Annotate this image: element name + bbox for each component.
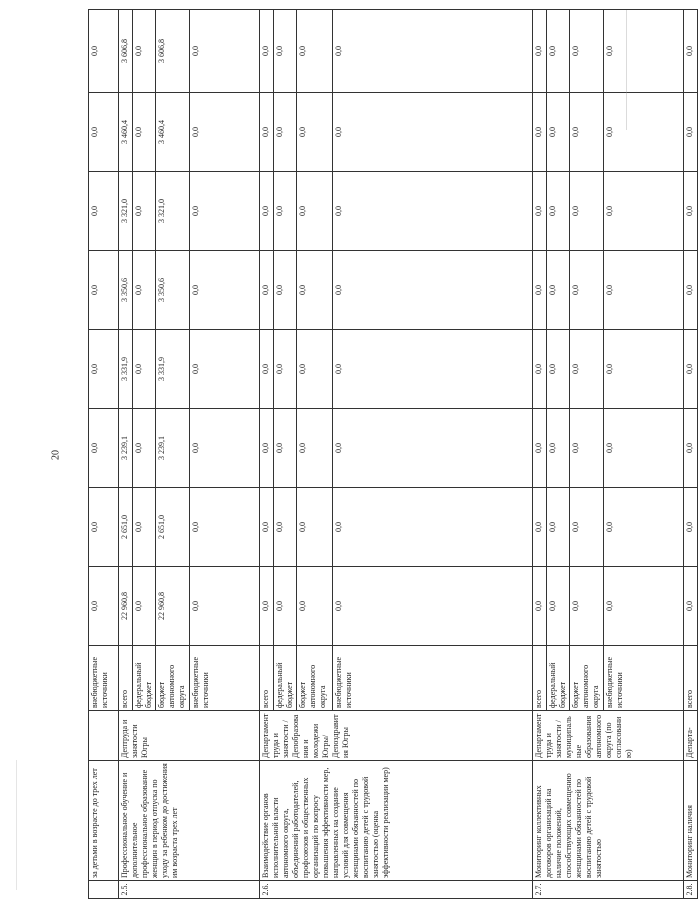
value-cell: 0,0 <box>547 172 570 251</box>
value-cell: 0,0 <box>333 567 533 646</box>
value-cell: 0,0 <box>274 10 297 93</box>
value-cell: 0,0 <box>604 10 684 93</box>
value-cell: 0,0 <box>570 10 604 93</box>
value-cell: 0,0 <box>190 10 260 93</box>
value-cell: 0,0 <box>297 567 333 646</box>
value-cell: 0,0 <box>260 488 274 567</box>
value-cell: 0,0 <box>533 10 547 93</box>
value-cell: 0,0 <box>533 172 547 251</box>
value-cell: 0,0 <box>89 409 119 488</box>
value-cell: 0,0 <box>260 10 274 93</box>
value-cell: 0,0 <box>89 172 119 251</box>
value-cell: 0,0 <box>89 488 119 567</box>
value-cell: 0,0 <box>260 409 274 488</box>
row-number: 2.7. <box>533 881 684 899</box>
funding-source: всего <box>684 646 698 711</box>
value-cell: 0,0 <box>604 330 684 409</box>
value-cell: 3 606,8 <box>156 10 190 93</box>
executor: Департа- <box>684 711 698 761</box>
value-cell: 0,0 <box>274 93 297 172</box>
activity-name: за детьми в возрасте до трех лет <box>89 761 119 881</box>
value-cell: 0,0 <box>190 409 260 488</box>
funding-source: внебюджетные источники <box>333 646 533 711</box>
value-cell: 3 239,1 <box>119 409 133 488</box>
value-cell: 0,0 <box>133 251 156 330</box>
funding-source: внебюджетные источники <box>604 646 684 711</box>
value-cell: 0,0 <box>133 10 156 93</box>
executor: Департамент труда и занятости /Депобразования и молодежи Югры/ Депоздравития Югры <box>260 711 533 761</box>
value-cell: 0,0 <box>274 567 297 646</box>
value-cell: 0,0 <box>547 567 570 646</box>
value-cell: 0,0 <box>190 251 260 330</box>
value-cell: 0,0 <box>684 251 698 330</box>
value-cell: 0,0 <box>684 172 698 251</box>
value-cell: 0,0 <box>604 93 684 172</box>
value-cell: 0,0 <box>89 10 119 93</box>
table-body <box>89 10 698 899</box>
row-number: 2.5. <box>119 881 260 899</box>
funding-source: внебюджетные источники <box>190 646 260 711</box>
value-cell: 0,0 <box>190 567 260 646</box>
value-cell: 0,0 <box>260 93 274 172</box>
row-number: 2.6. <box>260 881 533 899</box>
value-cell: 0,0 <box>260 567 274 646</box>
value-cell: 0,0 <box>547 10 570 93</box>
value-cell: 0,0 <box>533 488 547 567</box>
funding-source: федеральный бюджет <box>133 646 156 711</box>
value-cell: 3 606,8 <box>119 10 133 93</box>
value-cell: 0,0 <box>533 251 547 330</box>
value-cell: 3 321,0 <box>119 172 133 251</box>
value-cell: 3 460,4 <box>119 93 133 172</box>
funding-source: бюджет автономного округа <box>570 646 604 711</box>
value-cell: 0,0 <box>547 93 570 172</box>
value-cell: 0,0 <box>570 93 604 172</box>
value-cell: 0,0 <box>133 567 156 646</box>
funding-source: всего <box>119 646 133 711</box>
value-cell: 0,0 <box>570 488 604 567</box>
value-cell: 0,0 <box>570 172 604 251</box>
value-cell: 0,0 <box>547 330 570 409</box>
table-row <box>260 10 274 899</box>
value-cell: 0,0 <box>333 251 533 330</box>
value-cell: 3 350,6 <box>119 251 133 330</box>
value-cell: 0,0 <box>333 10 533 93</box>
value-cell: 0,0 <box>190 330 260 409</box>
value-cell: 0,0 <box>604 172 684 251</box>
funding-source: федеральный бюджет <box>547 646 570 711</box>
value-cell: 0,0 <box>274 330 297 409</box>
value-cell: 0,0 <box>260 251 274 330</box>
funding-source: внебюджетные источники <box>89 646 119 711</box>
value-cell: 0,0 <box>133 488 156 567</box>
value-cell: 0,0 <box>89 567 119 646</box>
executor: Департамент труда и занятости /муниципальные образования автономного округа (по согласованию) <box>533 711 684 761</box>
value-cell: 0,0 <box>684 409 698 488</box>
value-cell: 0,0 <box>260 172 274 251</box>
value-cell: 0,0 <box>533 330 547 409</box>
table-row <box>684 10 698 899</box>
activity-name: Мониторинг коллективных договоров организаций на наличие положений, способствующих совмещению женщинами обязанностей по воспитанию детей с трудовой занятостью <box>533 761 684 881</box>
value-cell: 0,0 <box>190 93 260 172</box>
value-cell: 0,0 <box>604 251 684 330</box>
value-cell: 0,0 <box>133 93 156 172</box>
value-cell: 0,0 <box>570 330 604 409</box>
scan-mark <box>16 760 17 890</box>
value-cell: 0,0 <box>190 172 260 251</box>
table-row <box>119 10 133 899</box>
value-cell: 0,0 <box>604 567 684 646</box>
row-number: 2.8. <box>684 881 698 899</box>
value-cell: 3 350,6 <box>156 251 190 330</box>
value-cell: 2 651,0 <box>156 488 190 567</box>
budget-table <box>88 9 698 899</box>
value-cell: 0,0 <box>684 567 698 646</box>
value-cell: 0,0 <box>274 488 297 567</box>
activity-name: Взаимодействие органов исполнительной власти автономного округа, объединений работодателей, профсоюзов и общественных организаций по вопросу повышения эффективности мер, направленных на создание условий для совмещения женщинами обязанностей по воспитанию детей с трудовой занятостью (оценка эффективности реализации мер) <box>260 761 533 881</box>
value-cell: 0,0 <box>297 251 333 330</box>
funding-source: бюджет автономного округа <box>156 646 190 711</box>
value-cell: 0,0 <box>89 93 119 172</box>
page-number: 20 <box>50 450 62 460</box>
activity-name: Мониторинг наличия <box>684 761 698 881</box>
value-cell: 0,0 <box>297 330 333 409</box>
funding-source: бюджет автономного округа <box>297 646 333 711</box>
value-cell: 0,0 <box>297 93 333 172</box>
value-cell: 0,0 <box>547 251 570 330</box>
table-row <box>89 10 119 899</box>
value-cell: 0,0 <box>533 567 547 646</box>
funding-source: всего <box>533 646 547 711</box>
value-cell: 0,0 <box>333 172 533 251</box>
value-cell: 3 460,4 <box>156 93 190 172</box>
value-cell: 0,0 <box>333 409 533 488</box>
activity-name: Профессиональное обучение и дополнительное профессиональное образование женщин в период отпуска по уходу за ребенком до достижения им возраста трех лет <box>119 761 260 881</box>
value-cell: 2 651,0 <box>119 488 133 567</box>
value-cell: 0,0 <box>260 330 274 409</box>
value-cell: 0,0 <box>274 409 297 488</box>
value-cell: 0,0 <box>684 488 698 567</box>
value-cell: 0,0 <box>297 488 333 567</box>
funding-source: всего <box>260 646 274 711</box>
value-cell: 0,0 <box>547 409 570 488</box>
value-cell: 0,0 <box>190 488 260 567</box>
value-cell: 3 321,0 <box>156 172 190 251</box>
value-cell: 0,0 <box>684 10 698 93</box>
value-cell: 0,0 <box>89 251 119 330</box>
value-cell: 0,0 <box>684 93 698 172</box>
value-cell: 0,0 <box>533 409 547 488</box>
value-cell: 0,0 <box>547 488 570 567</box>
value-cell: 0,0 <box>133 409 156 488</box>
value-cell: 0,0 <box>297 10 333 93</box>
row-number <box>89 881 119 899</box>
value-cell: 0,0 <box>684 330 698 409</box>
value-cell: 0,0 <box>604 409 684 488</box>
value-cell: 0,0 <box>274 251 297 330</box>
value-cell: 0,0 <box>570 409 604 488</box>
value-cell: 3 331,9 <box>119 330 133 409</box>
value-cell: 0,0 <box>297 409 333 488</box>
value-cell: 22 960,8 <box>156 567 190 646</box>
value-cell: 3 331,9 <box>156 330 190 409</box>
value-cell: 22 960,8 <box>119 567 133 646</box>
funding-source: федеральный бюджет <box>274 646 297 711</box>
executor <box>89 711 119 761</box>
value-cell: 0,0 <box>89 330 119 409</box>
executor: Дептруда и занятости Югры <box>119 711 260 761</box>
value-cell: 0,0 <box>604 488 684 567</box>
value-cell: 0,0 <box>133 330 156 409</box>
value-cell: 0,0 <box>333 488 533 567</box>
value-cell: 0,0 <box>570 251 604 330</box>
value-cell: 0,0 <box>533 93 547 172</box>
value-cell: 0,0 <box>297 172 333 251</box>
rotated-page <box>88 5 694 905</box>
value-cell: 0,0 <box>274 172 297 251</box>
value-cell: 0,0 <box>333 93 533 172</box>
value-cell: 0,0 <box>333 330 533 409</box>
value-cell: 3 239,1 <box>156 409 190 488</box>
value-cell: 0,0 <box>570 567 604 646</box>
scan-mark <box>626 10 627 130</box>
value-cell: 0,0 <box>133 172 156 251</box>
table-row <box>533 10 547 899</box>
